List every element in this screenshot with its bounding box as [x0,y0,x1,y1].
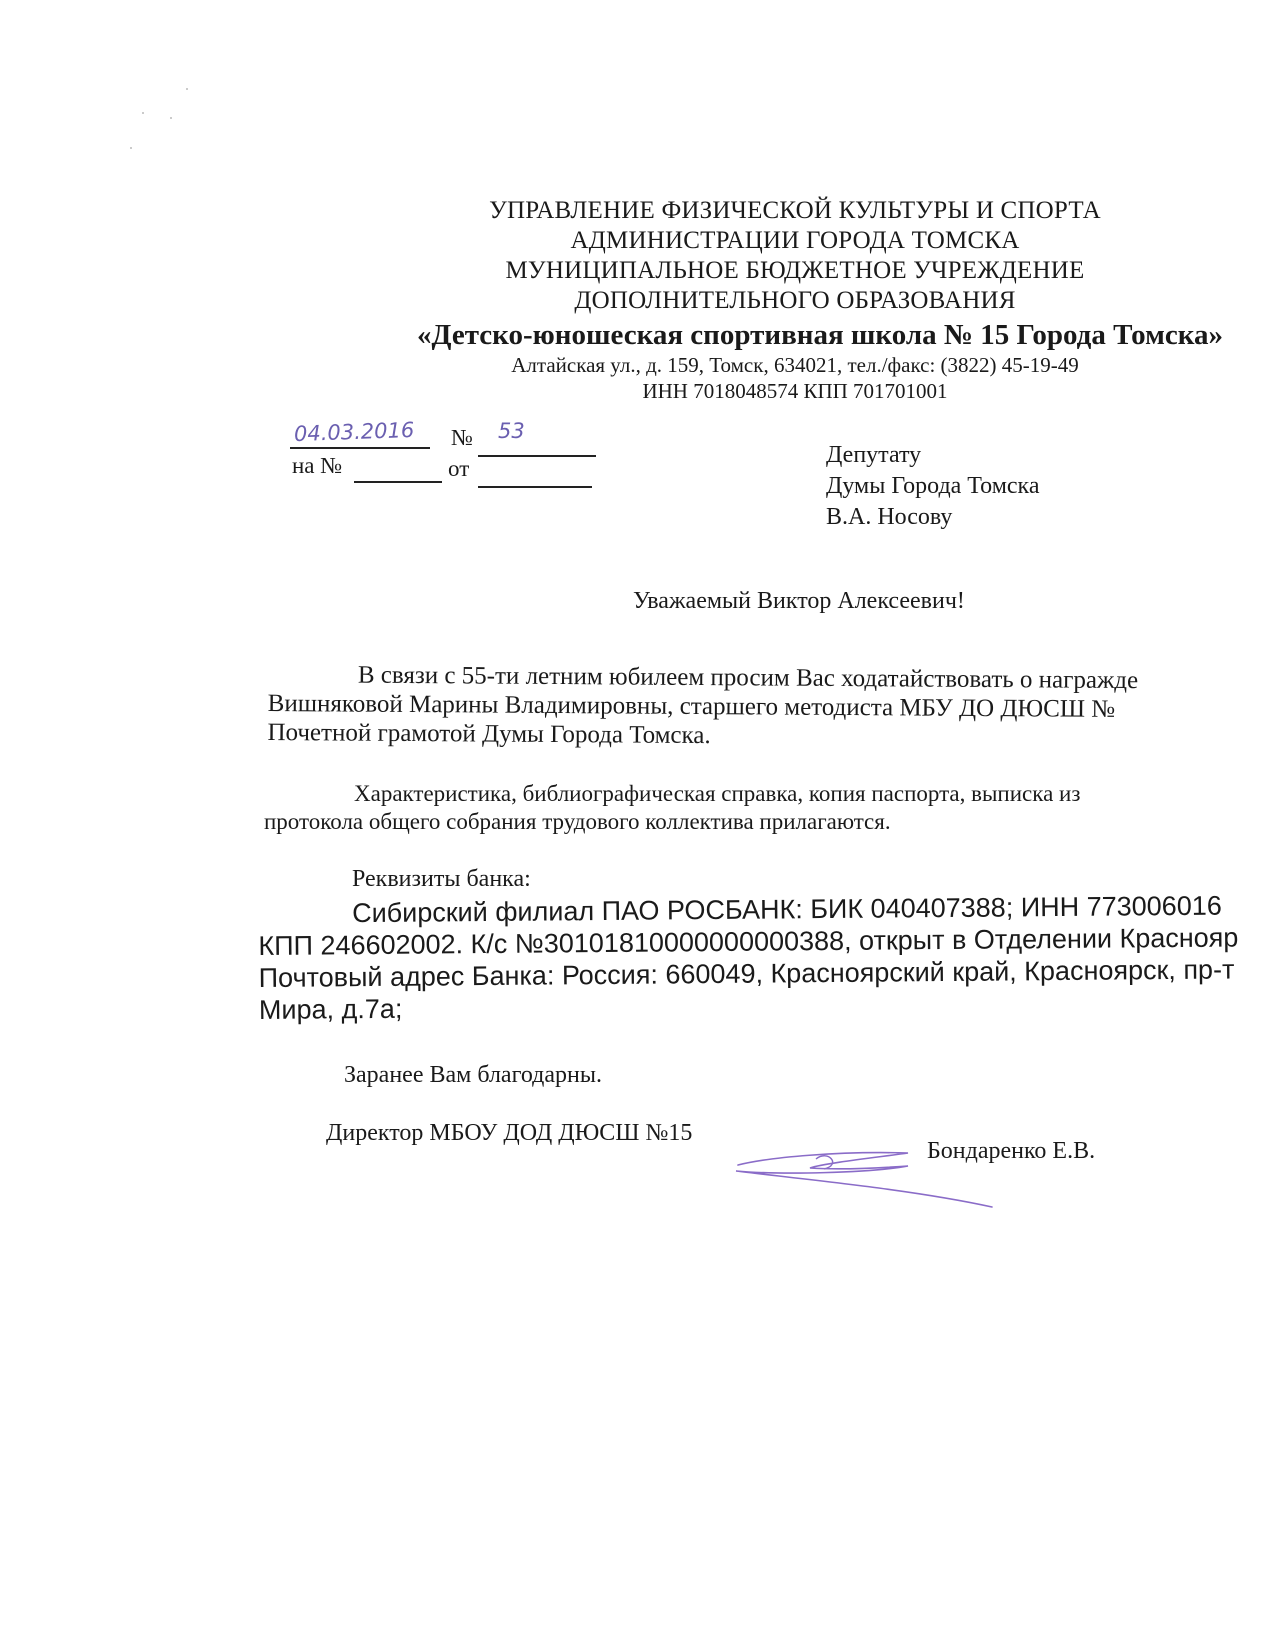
paragraph-attachments-line-2: протокола общего собрания трудового коллектива прилагаются. [264,809,891,834]
closing: Заранее Вам благодарны. [344,1062,602,1088]
handwritten-signature [730,1135,1010,1215]
paragraph-request-line-3: Почетной грамотой Думы Города Томска. [267,718,711,750]
signatory-name: Бондаренко Е.В. [927,1138,1096,1164]
letterhead [417,196,1223,404]
bank-details [258,889,1239,1026]
date-underline [290,447,430,449]
bank-line-3: Почтовый адрес Банка: Россия: 660049, Красноярский край, Красноярск, пр-т [258,954,1235,993]
reply-number-underline [354,481,442,483]
paragraph-request-line-1: В связи с 55-ти летним юбилеем просим Вас ходатайствовать о награжде [357,661,1139,695]
addressee-line-2: Думы Города Томска [826,473,1040,499]
reply-from-underline [478,486,592,488]
letterhead-line-3: МУНИЦИПАЛЬНОЕ БЮДЖЕТНОЕ УЧРЕЖДЕНИЕ [505,257,1085,284]
reply-from-label: от [448,456,470,481]
bank-heading: Реквизиты банка: [352,866,531,892]
paragraph-request-line-2: Вишняковой Марины Владимировны, старшего методиста МБУ ДО ДЮСШ № [267,689,1116,723]
paragraph-attachments-line-1: Характеристика, библиографическая справка, копия паспорта, выписка из [354,781,1081,806]
paragraph-request [267,660,1138,753]
salutation: Уважаемый Виктор Алексеевич! [633,588,965,614]
bank-line-1: Сибирский филиал ПАО РОСБАНК: БИК 040407388; ИНН 773006016 [352,890,1222,929]
number-underline [478,455,596,457]
paragraph-attachments [264,780,1080,836]
handwritten-number: 53 [498,419,525,443]
addressee-block [826,440,1040,533]
signatory-position: Директор МБОУ ДОД ДЮСШ №15 [326,1120,693,1146]
bank-line-4: Мира, д.7а; [258,993,403,1025]
letterhead-line-1: УПРАВЛЕНИЕ ФИЗИЧЕСКОЙ КУЛЬТУРЫ И СПОРТА [489,197,1101,224]
bank-line-2: КПП 246602002. К/с №30101810000000000388, открыт в Отделении Краснояр [258,922,1239,961]
letterhead-line-2: АДМИНИСТРАЦИИ ГОРОДА ТОМСКА [570,227,1020,254]
addressee-line-1: Депутату [826,442,922,468]
school-address: Алтайская ул., д. 159, Томск, 634021, тел./факс: (3822) 45-19-49 [511,353,1079,377]
school-inn-kpp: ИНН 7018048574 КПП 701701001 [642,379,948,403]
handwritten-date: 04.03.2016 [293,417,415,447]
school-name: «Детско-юношеская спортивная школа № 15 Города Томска» [417,319,1223,351]
reply-number-label: на № [292,453,343,478]
number-label: № [451,425,473,450]
letterhead-line-4: ДОПОЛНИТЕЛЬНОГО ОБРАЗОВАНИЯ [574,287,1016,314]
addressee-line-3: В.А. Носову [826,504,953,530]
